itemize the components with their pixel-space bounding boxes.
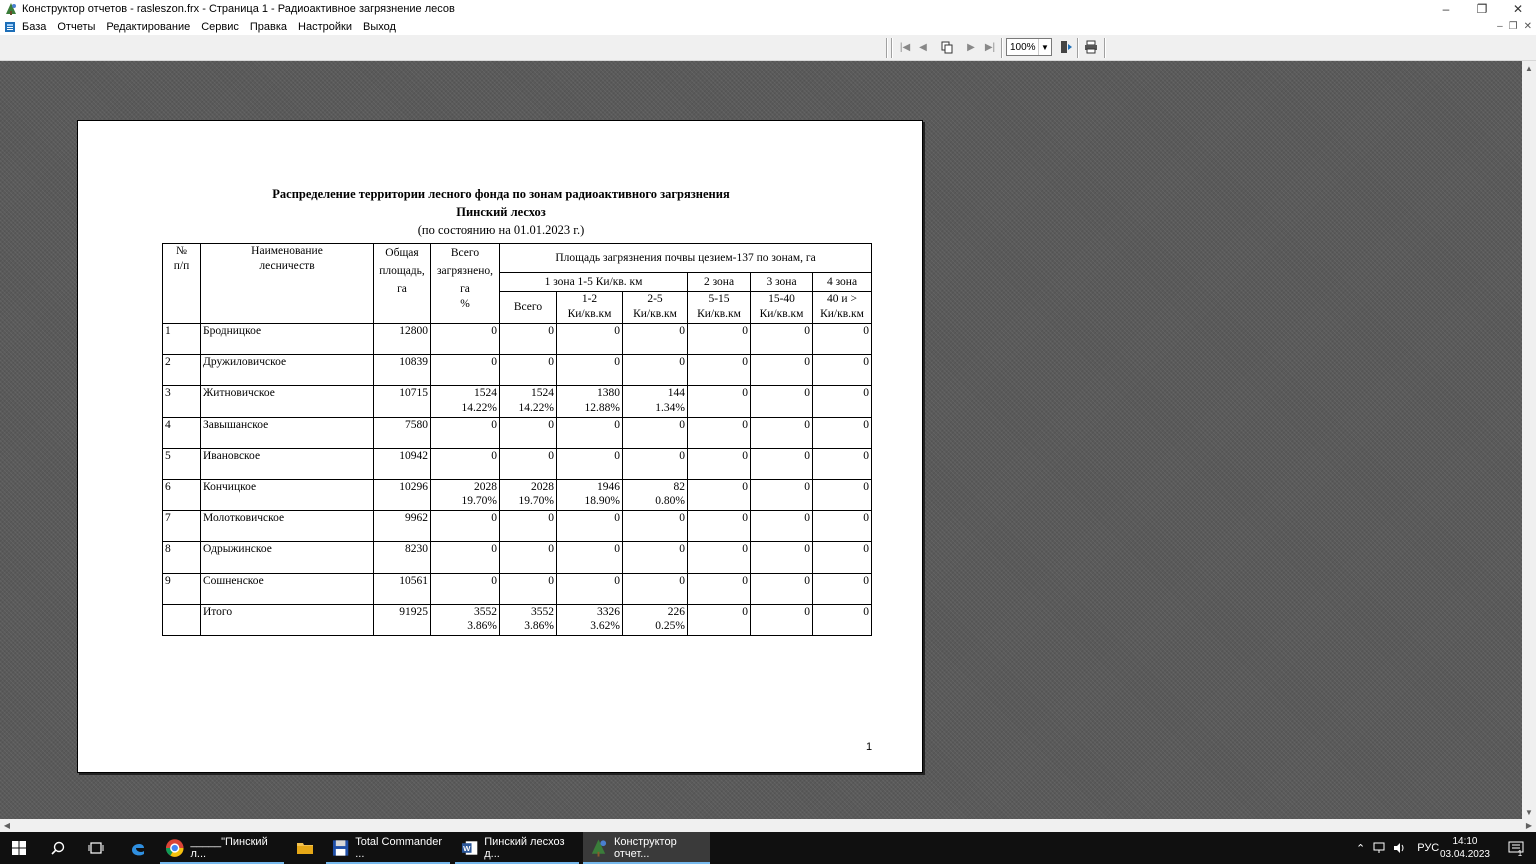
chrome-icon bbox=[165, 838, 185, 858]
exit-icon bbox=[1059, 40, 1073, 54]
header-z1-12: 1-2 Ки/кв.км bbox=[557, 292, 623, 324]
cell-z4: 0 bbox=[813, 573, 872, 604]
folder-icon bbox=[296, 840, 314, 856]
tree-icon bbox=[589, 838, 608, 858]
cell-z1-12: 0 bbox=[557, 324, 623, 355]
cell-z3: 0 bbox=[751, 417, 813, 448]
cell-z3: 0 bbox=[751, 479, 813, 510]
header-z4: 40 и > Ки/кв.км bbox=[813, 292, 872, 324]
toolbar-separator bbox=[1104, 38, 1106, 58]
last-page-button[interactable]: ▶| bbox=[984, 41, 996, 53]
cell-z1-12: 0 bbox=[557, 511, 623, 542]
cell-area: 8230 bbox=[374, 542, 431, 573]
horizontal-scrollbar[interactable] bbox=[0, 819, 1536, 832]
cell-z3: 0 bbox=[751, 355, 813, 386]
notification-count: 1 bbox=[1517, 848, 1523, 858]
cell-name: Дружиловичское bbox=[201, 355, 374, 386]
first-page-button[interactable]: |◀ bbox=[899, 41, 911, 53]
task-view-button[interactable] bbox=[78, 832, 114, 864]
page-number: 1 bbox=[866, 741, 873, 753]
task-view-icon bbox=[88, 841, 104, 855]
cell-z4: 0 bbox=[813, 511, 872, 542]
cell-z1-12: 3326 3.62% bbox=[557, 604, 623, 635]
cell-total: 3552 3.86% bbox=[431, 604, 500, 635]
table-row bbox=[163, 511, 872, 542]
app-icon bbox=[4, 2, 18, 16]
taskbar-app-total-commander[interactable]: Total Commander ... bbox=[326, 832, 450, 864]
cell-z1-all: 3552 3.86% bbox=[500, 604, 557, 635]
header-name: Наименование лесничеств bbox=[201, 244, 374, 324]
zoom-select[interactable] bbox=[1006, 38, 1052, 56]
document-icon bbox=[4, 21, 16, 33]
floppy-icon bbox=[332, 839, 349, 857]
cell-z4: 0 bbox=[813, 479, 872, 510]
cell-area: 10942 bbox=[374, 448, 431, 479]
cell-num: 7 bbox=[163, 511, 201, 542]
cell-z4: 0 bbox=[813, 386, 872, 417]
cell-num bbox=[163, 604, 201, 635]
title-bar bbox=[0, 0, 1536, 18]
cell-z2: 0 bbox=[688, 324, 751, 355]
header-zone1: 1 зона 1-5 Ки/кв. км bbox=[500, 273, 688, 292]
menu-vykhod[interactable]: Выход bbox=[362, 20, 396, 33]
scroll-right-icon[interactable]: ▶ bbox=[1525, 821, 1533, 830]
cell-z2: 0 bbox=[688, 542, 751, 573]
start-button[interactable] bbox=[0, 832, 38, 864]
table-row bbox=[163, 448, 872, 479]
network-icon[interactable] bbox=[1373, 842, 1387, 854]
cell-z3: 0 bbox=[751, 448, 813, 479]
search-icon bbox=[51, 841, 65, 855]
cell-z2: 0 bbox=[688, 417, 751, 448]
cell-z1-all: 2028 19.70% bbox=[500, 479, 557, 510]
windows-icon bbox=[12, 841, 26, 855]
report-title: Распределение территории лесного фонда по зонам радиоактивного загрязнения bbox=[272, 187, 730, 201]
edge-icon bbox=[129, 839, 147, 857]
scroll-down-icon[interactable]: ▼ bbox=[1525, 807, 1533, 817]
table-row bbox=[163, 417, 872, 448]
cell-z1-12: 0 bbox=[557, 542, 623, 573]
header-z1-25: 2-5 Ки/кв.км bbox=[623, 292, 688, 324]
cell-name: Житновичское bbox=[201, 386, 374, 417]
cell-area: 10296 bbox=[374, 479, 431, 510]
taskbar bbox=[0, 832, 1536, 864]
preview-toolbar bbox=[0, 35, 1536, 61]
cell-z2: 0 bbox=[688, 386, 751, 417]
toolbar-separator bbox=[891, 38, 893, 58]
clock[interactable]: 14:10 03.04.2023 bbox=[1439, 836, 1490, 860]
cell-name: Кончицкое bbox=[201, 479, 374, 510]
cell-z1-all: 0 bbox=[500, 511, 557, 542]
cell-name: Ивановское bbox=[201, 448, 374, 479]
cell-num: 1 bbox=[163, 324, 201, 355]
report-page bbox=[77, 120, 923, 773]
menu-baza[interactable]: База bbox=[22, 20, 47, 33]
explorer-button[interactable] bbox=[286, 832, 324, 864]
cell-z1-25: 82 0.80% bbox=[623, 479, 688, 510]
header-zone4: 4 зона bbox=[813, 273, 872, 292]
cell-area: 12800 bbox=[374, 324, 431, 355]
chevron-up-icon[interactable]: ⌃ bbox=[1356, 842, 1366, 855]
header-zone3: 3 зона bbox=[751, 273, 813, 292]
cell-z4: 0 bbox=[813, 417, 872, 448]
language-indicator[interactable]: РУС bbox=[1417, 842, 1440, 854]
cell-z1-all: 0 bbox=[500, 324, 557, 355]
menu-redaktirovanie[interactable]: Редактирование bbox=[106, 20, 191, 33]
cell-z3: 0 bbox=[751, 573, 813, 604]
cell-z2: 0 bbox=[688, 573, 751, 604]
cell-total: 2028 19.70% bbox=[431, 479, 500, 510]
report-date: (по состоянию на 01.01.2023 г.) bbox=[417, 223, 585, 237]
volume-icon[interactable] bbox=[1393, 842, 1407, 854]
scroll-left-icon[interactable]: ◀ bbox=[3, 821, 11, 830]
cell-total: 0 bbox=[431, 324, 500, 355]
header-num: № п/п bbox=[163, 244, 201, 324]
cell-z2: 0 bbox=[688, 511, 751, 542]
cell-name: Итого bbox=[201, 604, 374, 635]
cell-z1-25: 0 bbox=[623, 417, 688, 448]
mdi-close-button[interactable]: ✕ bbox=[1523, 21, 1532, 32]
table-row bbox=[163, 542, 872, 573]
exit-preview-button[interactable] bbox=[1057, 38, 1075, 56]
menu-otchety[interactable]: Отчеты bbox=[57, 20, 96, 33]
table-row bbox=[163, 604, 872, 635]
header-total: Всего загрязнено, га % bbox=[431, 244, 500, 324]
cell-num: 4 bbox=[163, 417, 201, 448]
zoom-value: 100% bbox=[1010, 41, 1036, 53]
cell-z1-25: 226 0.25% bbox=[623, 604, 688, 635]
cell-z4: 0 bbox=[813, 324, 872, 355]
cell-num: 5 bbox=[163, 448, 201, 479]
cell-z1-all: 0 bbox=[500, 355, 557, 386]
header-zones: Площадь загрязнения почвы цезием-137 по зонам, га bbox=[500, 244, 872, 273]
toolbar-separator bbox=[1001, 38, 1003, 58]
menu-pravka[interactable]: Правка bbox=[249, 20, 288, 33]
cell-name: Завышанское bbox=[201, 417, 374, 448]
cell-z1-12: 0 bbox=[557, 417, 623, 448]
edge-button[interactable] bbox=[119, 832, 157, 864]
cell-total: 0 bbox=[431, 573, 500, 604]
menu-bar bbox=[0, 18, 1536, 35]
table-row bbox=[163, 573, 872, 604]
table-row bbox=[163, 324, 872, 355]
cell-z2: 0 bbox=[688, 604, 751, 635]
header-z2: 5-15 Ки/кв.км bbox=[688, 292, 751, 324]
cell-z4: 0 bbox=[813, 604, 872, 635]
printer-icon bbox=[1084, 40, 1098, 54]
preview-area bbox=[0, 61, 1522, 819]
menu-servis[interactable]: Сервис bbox=[201, 20, 239, 33]
header-area: Общая площадь, га bbox=[374, 244, 431, 324]
cell-area: 10839 bbox=[374, 355, 431, 386]
mdi-restore-button[interactable]: ❐ bbox=[1508, 21, 1518, 32]
close-button[interactable]: ✕ bbox=[1512, 2, 1524, 16]
taskbar-app-chrome[interactable]: _____"Пинский л... bbox=[160, 832, 284, 864]
cell-total: 0 bbox=[431, 511, 500, 542]
cell-z1-all: 0 bbox=[500, 417, 557, 448]
cell-z4: 0 bbox=[813, 542, 872, 573]
table-row bbox=[163, 386, 872, 417]
toolbar-separator bbox=[1077, 38, 1079, 58]
cell-area: 7580 bbox=[374, 417, 431, 448]
cell-z3: 0 bbox=[751, 511, 813, 542]
table-row bbox=[163, 355, 872, 386]
cell-area: 10715 bbox=[374, 386, 431, 417]
cell-z1-all: 0 bbox=[500, 542, 557, 573]
cell-z1-all: 1524 14.22% bbox=[500, 386, 557, 417]
cell-z1-25: 0 bbox=[623, 511, 688, 542]
cell-z1-12: 1380 12.88% bbox=[557, 386, 623, 417]
search-button[interactable] bbox=[40, 832, 76, 864]
cell-area: 91925 bbox=[374, 604, 431, 635]
cell-z4: 0 bbox=[813, 355, 872, 386]
cell-z3: 0 bbox=[751, 542, 813, 573]
cell-num: 3 bbox=[163, 386, 201, 417]
cell-area: 10561 bbox=[374, 573, 431, 604]
cell-name: Сошненское bbox=[201, 573, 374, 604]
cell-num: 2 bbox=[163, 355, 201, 386]
scroll-up-icon[interactable]: ▲ bbox=[1525, 63, 1533, 73]
cell-z1-25: 0 bbox=[623, 324, 688, 355]
cell-total: 0 bbox=[431, 542, 500, 573]
cell-total: 1524 14.22% bbox=[431, 386, 500, 417]
cell-total: 0 bbox=[431, 417, 500, 448]
table-row bbox=[163, 479, 872, 510]
next-page-button[interactable]: ▶ bbox=[967, 41, 975, 53]
cell-z1-25: 144 1.34% bbox=[623, 386, 688, 417]
cell-name: Одрыжинское bbox=[201, 542, 374, 573]
header-zone2: 2 зона bbox=[688, 273, 751, 292]
cell-z1-25: 0 bbox=[623, 542, 688, 573]
cell-z1-25: 0 bbox=[623, 448, 688, 479]
print-button[interactable] bbox=[1082, 38, 1100, 56]
cell-name: Молотковичское bbox=[201, 511, 374, 542]
copy-pages-button[interactable] bbox=[938, 38, 956, 56]
vertical-scrollbar[interactable] bbox=[1522, 61, 1536, 819]
cell-z1-all: 0 bbox=[500, 573, 557, 604]
cell-z3: 0 bbox=[751, 604, 813, 635]
taskbar-app-report-designer[interactable]: Конструктор отчет... bbox=[583, 832, 710, 864]
restore-button[interactable]: ❐ bbox=[1476, 2, 1488, 16]
cell-z4: 0 bbox=[813, 448, 872, 479]
cell-area: 9962 bbox=[374, 511, 431, 542]
cell-z1-all: 0 bbox=[500, 448, 557, 479]
window-title: Конструктор отчетов - rasleszon.frx - Страница 1 - Радиоактивное загрязнение лесов bbox=[22, 3, 455, 15]
cell-z1-12: 0 bbox=[557, 573, 623, 604]
mdi-minimize-button[interactable]: – bbox=[1497, 21, 1503, 32]
word-icon bbox=[461, 839, 478, 857]
report-subtitle: Пинский лесхоз bbox=[456, 205, 546, 219]
taskbar-app-word[interactable]: W Пинский лесхоз д... bbox=[455, 832, 579, 864]
chevron-down-icon[interactable]: ▼ bbox=[1038, 39, 1051, 55]
cell-z2: 0 bbox=[688, 355, 751, 386]
copy-icon bbox=[941, 41, 954, 54]
cell-z1-25: 0 bbox=[623, 573, 688, 604]
cell-z1-12: 1946 18.90% bbox=[557, 479, 623, 510]
header-z1-all: Всего bbox=[500, 292, 557, 324]
prev-page-button[interactable]: ◀ bbox=[919, 41, 927, 53]
cell-name: Бродницкое bbox=[201, 324, 374, 355]
menu-nastroiki[interactable]: Настройки bbox=[298, 20, 352, 33]
minimize-button[interactable]: – bbox=[1442, 2, 1450, 16]
cell-z2: 0 bbox=[688, 479, 751, 510]
toolbar-separator bbox=[886, 38, 888, 58]
header-z3: 15-40 Ки/кв.км bbox=[751, 292, 813, 324]
report-rows bbox=[163, 324, 872, 636]
cell-z1-12: 0 bbox=[557, 448, 623, 479]
notifications-button[interactable] bbox=[1500, 832, 1530, 864]
cell-total: 0 bbox=[431, 448, 500, 479]
cell-z3: 0 bbox=[751, 324, 813, 355]
report-table bbox=[162, 243, 872, 636]
cell-z1-12: 0 bbox=[557, 355, 623, 386]
cell-z2: 0 bbox=[688, 448, 751, 479]
svg-text:W: W bbox=[463, 843, 471, 853]
cell-num: 8 bbox=[163, 542, 201, 573]
cell-total: 0 bbox=[431, 355, 500, 386]
system-tray bbox=[1356, 832, 1439, 864]
cell-num: 9 bbox=[163, 573, 201, 604]
cell-z1-25: 0 bbox=[623, 355, 688, 386]
cell-z3: 0 bbox=[751, 386, 813, 417]
cell-num: 6 bbox=[163, 479, 201, 510]
